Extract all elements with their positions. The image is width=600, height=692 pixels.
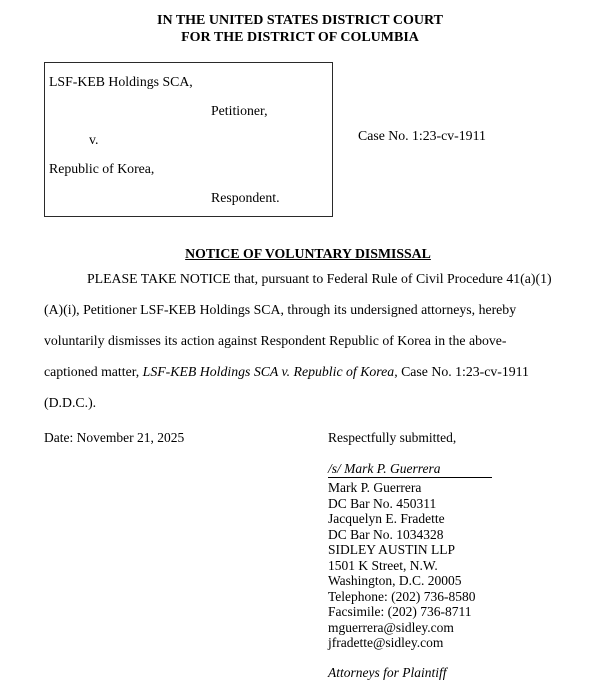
respondent-name: Republic of Korea, — [49, 161, 155, 176]
notice-text-before-case: PLEASE TAKE NOTICE that, pursuant to Federal Rule of Civil Procedure 41(a)(1)(A)(i), Petitioner LSF-KEB Holdings SCA, through its undersigned attorneys, hereby voluntarily dismisses its action against Respondent Republic of Korea in the above-captioned matter, — [44, 271, 552, 379]
document-title-text: NOTICE OF VOLUNTARY DISMISSAL — [185, 246, 431, 261]
law-firm-name: SIDLEY AUSTIN LLP — [328, 542, 455, 557]
email-1: mguerrera@sidley.com — [328, 619, 454, 635]
cited-case-name: LSF-KEB Holdings SCA v. Republic of Korea — [142, 364, 395, 379]
city-state-zip: Washington, D.C. 20005 — [328, 573, 462, 588]
case-number: Case No. 1:23-cv-1911 — [358, 128, 486, 143]
court-header — [0, 13, 600, 46]
signature-block — [328, 430, 492, 680]
court-name-line2: FOR THE DISTRICT OF COLUMBIA — [181, 29, 419, 45]
date-line: Date: November 21, 2025 — [44, 430, 185, 445]
attorneys-for-plaintiff-label: Attorneys for Plaintiff — [328, 664, 447, 680]
electronic-signature-line: /s/ Mark P. Guerrera — [328, 461, 492, 479]
case-caption-box — [44, 62, 333, 217]
attorney-name-1: Mark P. Guerrera — [328, 480, 422, 495]
attorney-name-2: Jacquelyn E. Fradette — [328, 511, 445, 526]
facsimile-line: Facsimile: (202) 736-8711 — [328, 604, 472, 619]
street-address: 1501 K Street, N.W. — [328, 557, 438, 573]
petitioner-name: LSF-KEB Holdings SCA, — [49, 74, 193, 89]
respondent-role-label: Respondent. — [211, 190, 280, 205]
court-name-line1: IN THE UNITED STATES DISTRICT COURT — [157, 13, 443, 28]
email-2: jfradette@sidley.com — [328, 635, 444, 650]
notice-text-after-case: , Case No. 1:23-cv-1911 (D.D.C.). — [44, 364, 529, 410]
versus-label: v. — [89, 132, 99, 147]
bar-number-1: DC Bar No. 450311 — [328, 495, 437, 511]
respectfully-submitted-label: Respectfully submitted, — [328, 430, 457, 445]
bar-number-2: DC Bar No. 1034328 — [328, 526, 444, 542]
document-title — [8, 246, 600, 262]
telephone-line: Telephone: (202) 736-8580 — [328, 588, 476, 604]
petitioner-role-label: Petitioner, — [211, 103, 268, 118]
notice-paragraph — [44, 263, 558, 418]
